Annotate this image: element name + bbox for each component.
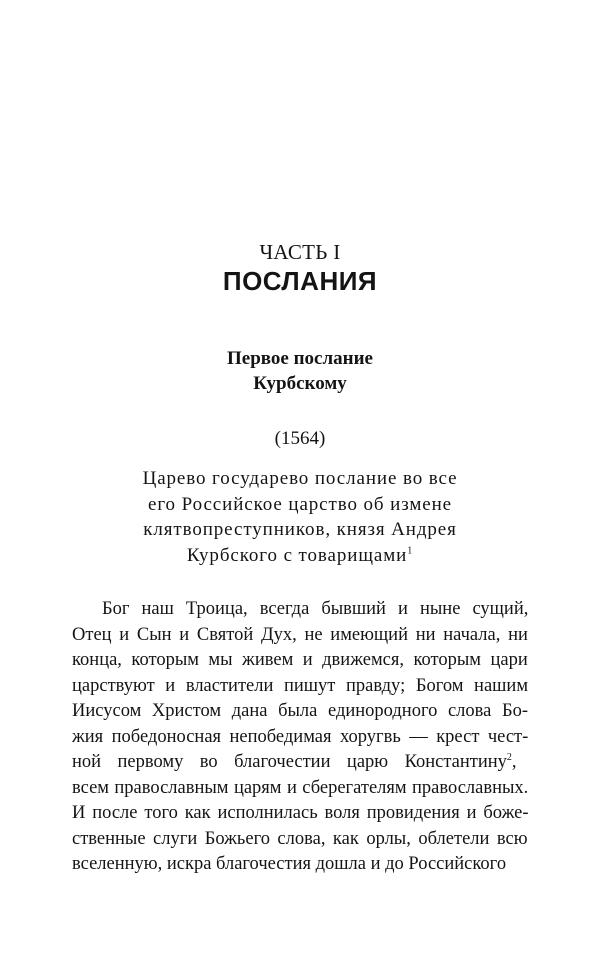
body-paragraph	[0, 597, 600, 878]
body-line: И после того как исполнилась воля провидения и боже-	[72, 803, 529, 823]
subtitle-line-1: Царево государево послание во все	[142, 468, 458, 489]
body-line: всем православным царям и сберегателям православных.	[72, 777, 529, 798]
body-line: царствуют и властители пишут правду; Богом нашим	[72, 675, 529, 696]
subtitle-line-4-text: Курбского с товарищами	[186, 544, 408, 566]
epistle-title-line-1: Первое послание	[227, 348, 373, 369]
body-line: Иисусом Христом дана была единородного слова Бо-	[72, 701, 528, 721]
body-line: жия победоносная непобедимая хоругвь — крест чест-	[72, 726, 529, 747]
epistle-title-line-2: Курбскому	[253, 373, 347, 394]
footnote-marker-2[interactable]: 2	[506, 751, 512, 763]
epistle-subtitle	[0, 466, 600, 568]
footnote-marker-1[interactable]: 1	[407, 545, 414, 557]
body-line: Бог наш Троица, всегда бывший и ныне сущий,	[102, 599, 529, 619]
body-line-text: ной первому во благочестии царю Константину	[72, 752, 507, 772]
epistle-year: (1564)	[274, 428, 326, 449]
body-line: ной первому во благочестии царю Константину$^2$,	[72, 751, 517, 772]
part-title: ПОСЛАНИЯ	[222, 266, 378, 296]
epistle-title	[0, 346, 600, 396]
body-line: конца, которым мы живем и движемся, которым цари	[72, 650, 528, 670]
body-line: ственные слуги Божьего слова, как орлы, облетели всю	[72, 828, 528, 849]
subtitle-line-3: клятвопреступников, князя Андрея	[143, 519, 457, 540]
body-line: вселенную, искра благочестия дошла и до Российского	[72, 854, 507, 874]
subtitle-line-2: его Российское царство об измене	[148, 493, 452, 515]
subtitle-line-4	[0, 543, 600, 569]
part-label: ЧАСТЬ I	[259, 240, 341, 264]
body-line: Отец и Сын и Святой Дух, не имеющий ни начала, ни	[72, 624, 528, 645]
